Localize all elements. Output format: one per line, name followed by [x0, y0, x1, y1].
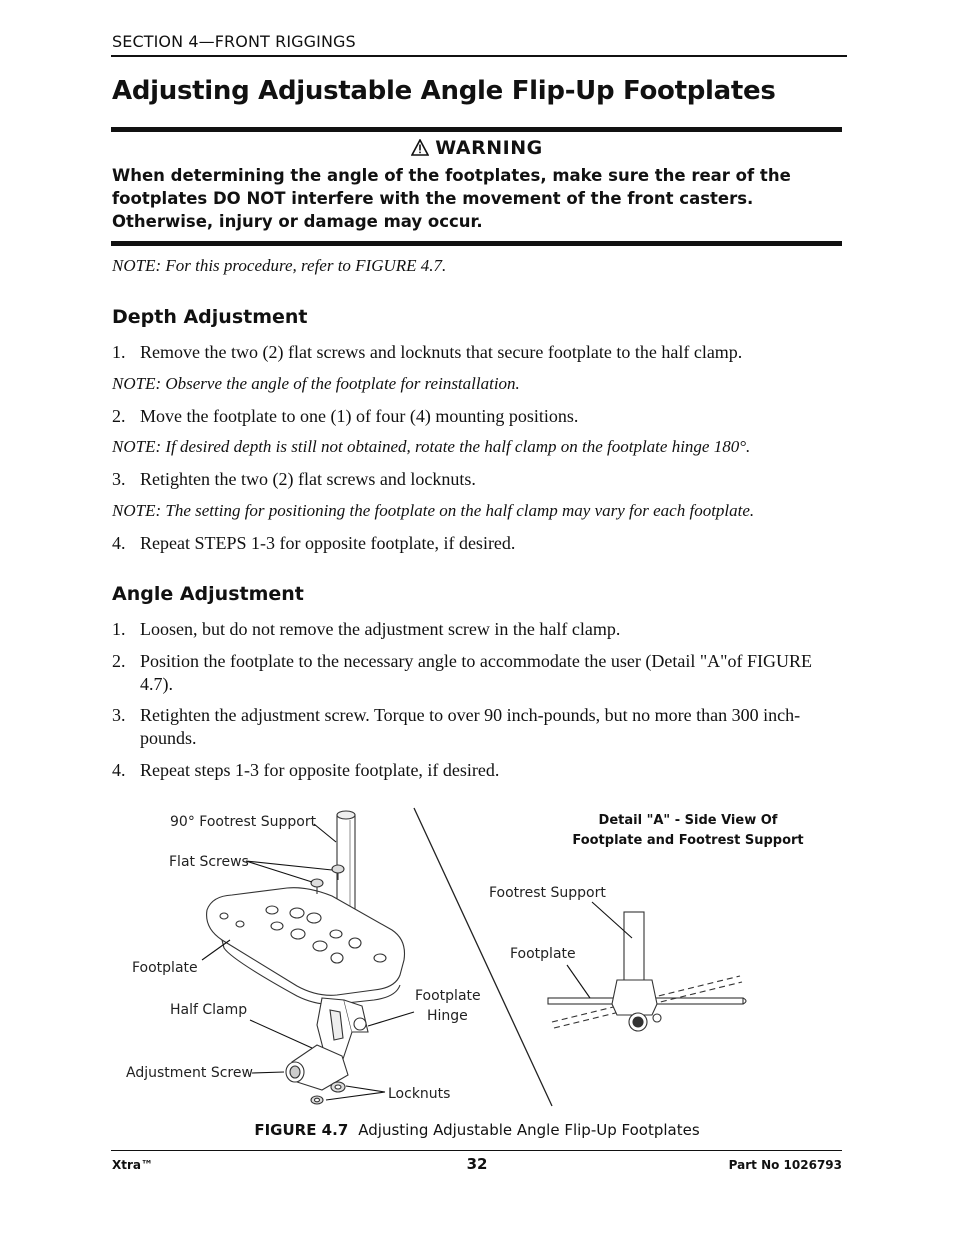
step-number: 3.: [112, 705, 126, 725]
figure-caption-text: Adjusting Adjustable Angle Flip-Up Footplates: [358, 1121, 700, 1139]
step-number: 3.: [112, 469, 126, 489]
step-number: 2.: [112, 651, 126, 671]
angle-adjustment-heading: Angle Adjustment: [112, 583, 304, 605]
detail-title-line2: Footplate and Footrest Support: [572, 833, 804, 848]
figure-caption-number: FIGURE 4.7: [254, 1121, 349, 1139]
label-detail-footrest-support: Footrest Support: [489, 885, 606, 901]
depth-step: [112, 405, 842, 428]
figure-caption: [0, 1121, 954, 1139]
step-text: Retighten the two (2) flat screws and locknuts.: [140, 469, 476, 489]
step-number: 1.: [112, 619, 126, 639]
step-number: 1.: [112, 342, 126, 362]
step-text: Retighten the adjustment screw. Torque to over 90 inch-pounds, but no more than 300 inch-pounds.: [140, 705, 801, 748]
step-number: 4.: [112, 533, 126, 553]
detail-a-side-view-drawing: [548, 912, 746, 1031]
warning-heading-text: WARNING: [435, 137, 543, 159]
section-header: SECTION 4—FRONT RIGGINGS: [112, 32, 356, 51]
label-footplate-hinge-line1: Footplate: [415, 988, 481, 1004]
step-number: 2.: [112, 406, 126, 426]
label-flat-screws: Flat Screws: [169, 854, 249, 870]
depth-note: NOTE: If desired depth is still not obtained, rotate the half clamp on the footplate hinge 180°.: [112, 437, 751, 456]
label-locknuts: Locknuts: [388, 1086, 451, 1102]
figure-4-7: [112, 800, 842, 1120]
angle-step: [112, 618, 842, 641]
warning-body: When determining the angle of the footplates, make sure the rear of the footplates DO NOT interfere with the movement of the front casters. Otherwise, injury or damage may occur.: [112, 166, 791, 231]
page-title: Adjusting Adjustable Angle Flip-Up Footplates: [112, 76, 776, 106]
depth-adjustment-heading: Depth Adjustment: [112, 306, 308, 328]
footer-product-name: Xtra™: [112, 1158, 154, 1172]
depth-step: [112, 532, 842, 555]
warning-top-rule: [111, 127, 842, 132]
label-footplate: Footplate: [132, 960, 198, 976]
angle-step: [112, 650, 842, 696]
step-text: Remove the two (2) flat screws and locknuts that secure footplate to the half clamp.: [140, 342, 743, 362]
angle-step: [112, 704, 842, 750]
label-detail-footplate: Footplate: [510, 946, 576, 962]
label-90-footrest-support: 90° Footrest Support: [170, 814, 317, 830]
warning-heading: [0, 137, 954, 159]
depth-note: NOTE: Observe the angle of the footplate for reinstallation.: [112, 374, 520, 393]
footer-page-number: 32: [466, 1155, 488, 1173]
step-number: 4.: [112, 760, 126, 780]
figure-illustration: [112, 800, 842, 1120]
label-half-clamp: Half Clamp: [170, 1002, 248, 1018]
step-text: Loosen, but do not remove the adjustment screw in the half clamp.: [140, 619, 621, 639]
note-intro: NOTE: For this procedure, refer to FIGURE 4.7.: [112, 256, 447, 275]
depth-step: [112, 341, 842, 364]
step-text: Position the footplate to the necessary angle to accommodate the user (Detail "A"of FIGURE 4.7).: [140, 651, 813, 694]
depth-step: [112, 468, 842, 491]
step-text: Move the footplate to one (1) of four (4) mounting positions.: [140, 406, 579, 426]
step-text: Repeat STEPS 1-3 for opposite footplate, if desired.: [140, 533, 516, 553]
label-adjustment-screw: Adjustment Screw: [126, 1065, 253, 1081]
angle-step: [112, 759, 842, 782]
warning-triangle-icon: [411, 139, 429, 156]
depth-note: NOTE: The setting for positioning the footplate on the half clamp may vary for each footplate.: [112, 501, 755, 520]
footer-part-number: Part No 1026793: [728, 1158, 842, 1172]
label-footplate-hinge-line2: Hinge: [427, 1008, 468, 1024]
warning-bottom-rule: [111, 241, 842, 246]
header-divider: [111, 55, 847, 57]
detail-title-line1: Detail "A" - Side View Of: [598, 813, 778, 828]
footer-divider: [111, 1150, 842, 1151]
step-text: Repeat steps 1-3 for opposite footplate, if desired.: [140, 760, 500, 780]
